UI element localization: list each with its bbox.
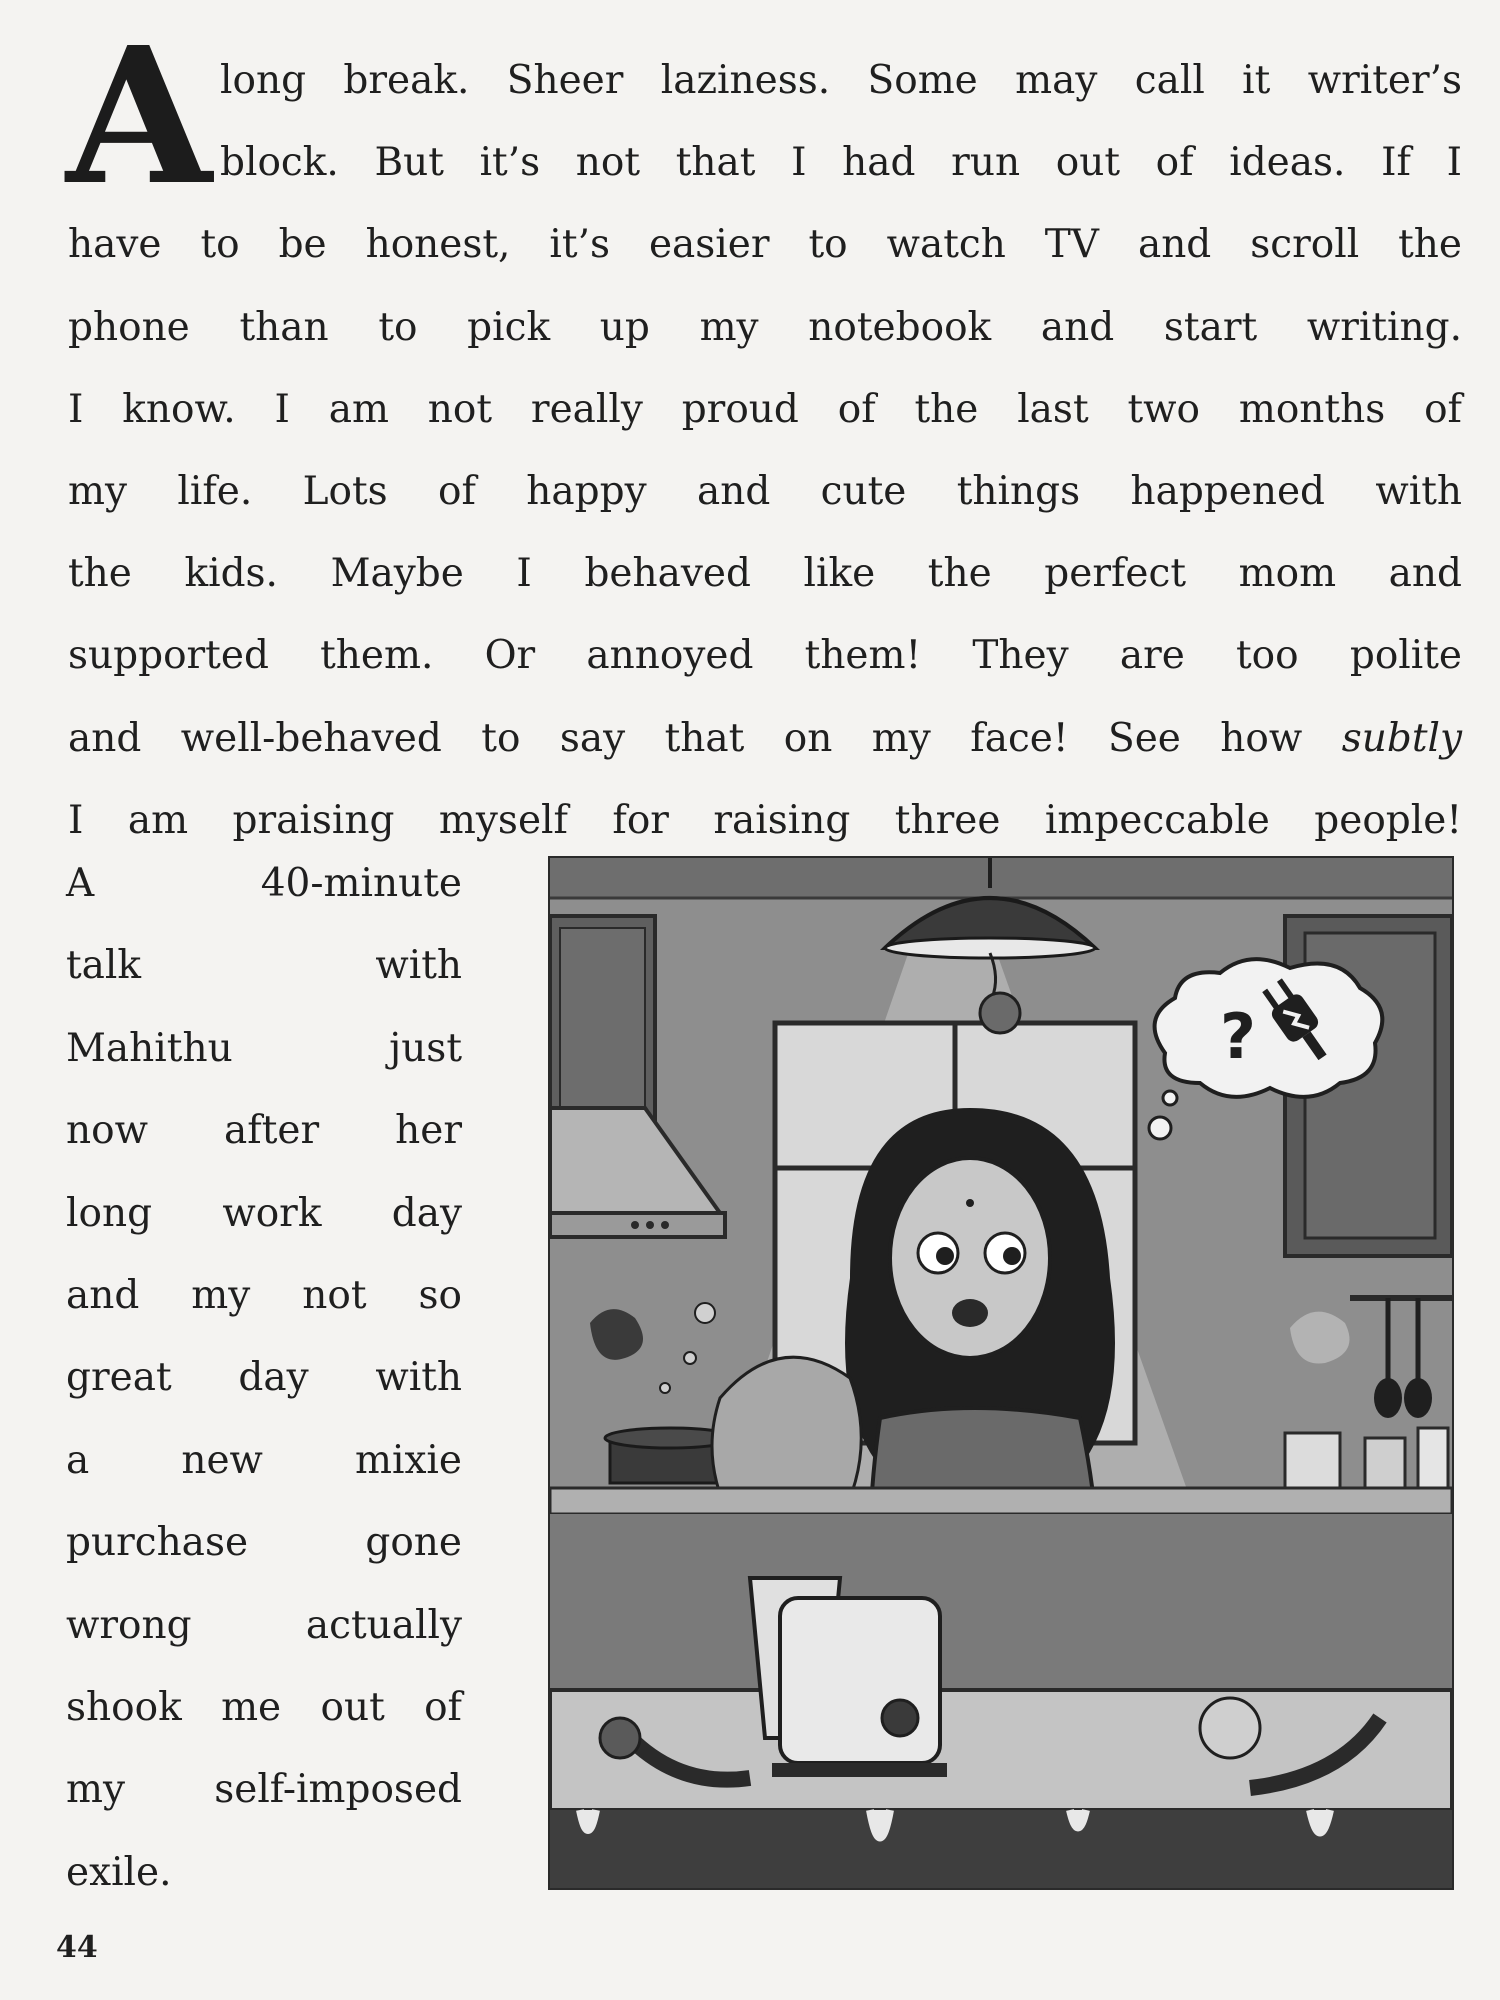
text-line: and my not so [66, 1272, 462, 1318]
text-line: have to be honest, it’s easier to watch TV and scroll the [68, 222, 1462, 268]
text-line: supported them. Or annoyed them! They are too polite [68, 633, 1462, 679]
text-line: A 40-minute [66, 861, 462, 906]
countertop [550, 1690, 1452, 1810]
text-line: great day with [66, 1355, 462, 1401]
text-line: long work day [66, 1190, 462, 1236]
drop-cap: A [66, 6, 212, 227]
text-line: now after her [66, 1108, 462, 1154]
text-line: phone than to pick up my notebook and start writing. [68, 304, 1462, 350]
page-number: 44 [56, 1930, 98, 1965]
apple-icon [980, 993, 1020, 1033]
side-column-text [66, 843, 462, 1914]
text-line: wrong actually [66, 1602, 462, 1648]
text-segment: and well-behaved to say that on my face! See how [68, 715, 1303, 761]
mixer-grinder [750, 1578, 947, 1777]
cauliflower-icon [1200, 1698, 1260, 1758]
text-line: shook me out of [66, 1684, 462, 1730]
text-line: my life. Lots of happy and cute things happened with [68, 468, 1462, 514]
opening-paragraph [66, 6, 1463, 862]
text-line: I know. I am not really proud of the last two months of [68, 386, 1462, 432]
tomato-icon [600, 1718, 640, 1758]
text-line [68, 698, 1462, 780]
text-line: the kids. Maybe I behaved like the perfect mom and [68, 551, 1462, 597]
kitchen-illustration [548, 856, 1454, 1890]
text-line: talk with [66, 943, 462, 989]
text-line: a new mixie [66, 1437, 462, 1483]
text-line: purchase gone [66, 1520, 462, 1566]
text-line: my self-imposed [66, 1767, 462, 1813]
italic-word: subtly [1341, 715, 1463, 761]
counter-jars [1285, 1428, 1448, 1493]
text-line: block. But it’s not that I had run out of ideas. If I [220, 140, 1462, 186]
text-line: Mahithu just [66, 1025, 462, 1071]
question-mark-icon: ? [1220, 1000, 1256, 1073]
text-line: exile. [66, 1849, 172, 1895]
text-line: I am praising myself for raising three impeccable people! [68, 797, 1462, 843]
text-line: long break. Sheer laziness. Some may call it writer’s [220, 58, 1462, 103]
